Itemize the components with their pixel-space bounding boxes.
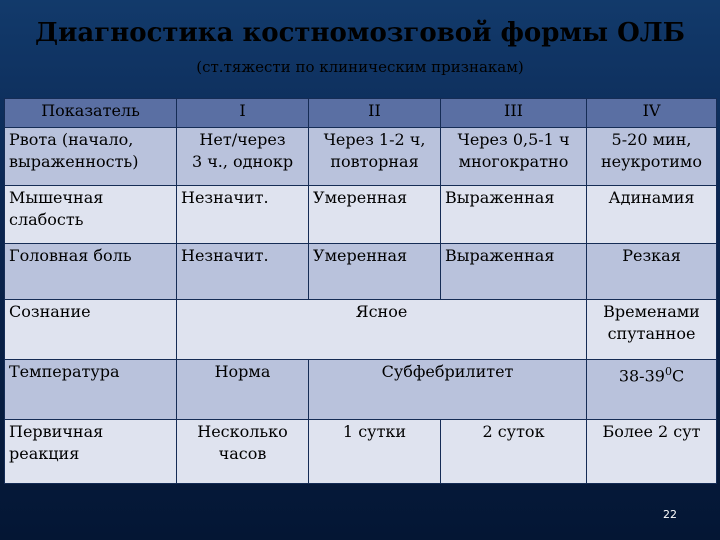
header-degree-2: II (309, 99, 441, 128)
cell-degree-2-3: Субфебрилитет (309, 360, 587, 420)
cell-degree-2: Умеренная (309, 244, 441, 300)
table-row-temperature (5, 360, 717, 420)
cell-degree-1-3: Ясное (177, 300, 587, 360)
header-degree-4: IV (587, 99, 717, 128)
cell-degree-2: Через 1-2 ч, повторная (309, 128, 441, 186)
table-row-primary-reaction (5, 420, 717, 484)
page-number: 22 (663, 508, 677, 521)
table-row-muscle-weakness (5, 186, 717, 244)
cell-degree-4: Адинамия (587, 186, 717, 244)
row-label: Сознание (5, 300, 177, 360)
cell-degree-3: Выраженная (441, 186, 587, 244)
cell-degree-1: Норма (177, 360, 309, 420)
cell-degree-1: Нет/через 3 ч., однокр (177, 128, 309, 186)
cell-degree-1: Несколько часов (177, 420, 309, 484)
table-row-vomiting (5, 128, 717, 186)
cell-degree-1: Незначит. (177, 186, 309, 244)
cell-degree-4: Резкая (587, 244, 717, 300)
cell-degree-1: Незначит. (177, 244, 309, 300)
cell-degree-3: Выраженная (441, 244, 587, 300)
row-label: Мышечная слабость (5, 186, 177, 244)
cell-degree-2: 1 сутки (309, 420, 441, 484)
table-row-consciousness (5, 300, 717, 360)
diagnosis-table (4, 98, 717, 484)
table-header-row (5, 99, 717, 128)
cell-degree-4: 5-20 мин, неукротимо (587, 128, 717, 186)
cell-degree-4: Временами спутанное (587, 300, 717, 360)
slide-title: Диагностика костномозговой формы ОЛБ (35, 18, 685, 48)
row-label: Температура (5, 360, 177, 420)
header-degree-3: III (441, 99, 587, 128)
cell-degree-3: 2 суток (441, 420, 587, 484)
cell-degree-2: Умеренная (309, 186, 441, 244)
row-label: Первичная реакция (5, 420, 177, 484)
slide-subtitle: (ст.тяжести по клиническим признакам) (196, 58, 524, 76)
row-label: Рвота (начало, выраженность) (5, 128, 177, 186)
cell-degree-3: Через 0,5-1 ч многократно (441, 128, 587, 186)
cell-degree-4: $38-39^0С$ (587, 360, 717, 420)
table-row-headache (5, 244, 717, 300)
cell-degree-4: Более 2 сут (587, 420, 717, 484)
row-label: Головная боль (5, 244, 177, 300)
header-degree-1: I (177, 99, 309, 128)
header-indicator: Показатель (5, 99, 177, 128)
